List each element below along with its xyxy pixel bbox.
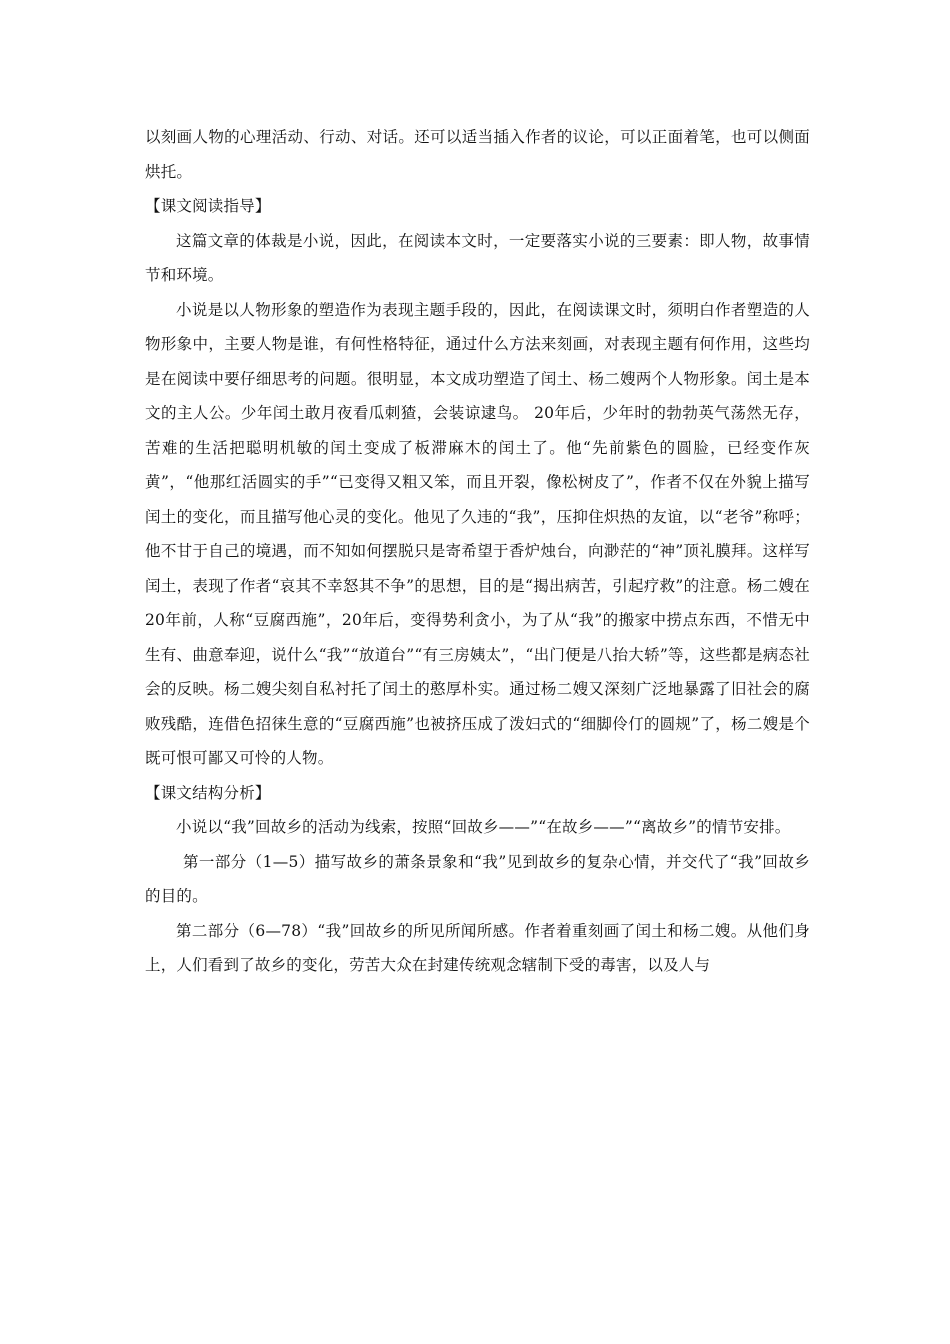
paragraph-part-one: 第一部分（1—5）描写故乡的萧条景象和“我”见到故乡的复杂心情，并交代了“我”回故乡的目的。 <box>145 852 810 905</box>
paragraph-character-analysis: 小说是以人物形象的塑造作为表现主题手段的，因此，在阅读课文时，须明白作者塑造的人物形象中，主要人物是谁，有何性格特征，通过什么方法来刻画，对表现主题有何作用，这些均是在阅读中要仔细思考的问题。很明显，本文成功塑造了闰土、杨二嫂两个人物形象。闰土是本文的主人公。少年闰土敢月夜看瓜刺猹，会装谅逮鸟。 20年后，少年时的勃勃英气荡然无存，苦难的生活把聪明机敏的闰土变成了板滞麻木的闰土了。他“先前紫色的圆脸，已经变作灰黄”，“他那红活圆实的手”“已变得又粗又笨，而且开裂，像松树皮了”，作者不仅在外貌上描写闰土的变化，而且描写他心灵的变化。他见了久违的“我”，压抑住炽热的友谊，以“老爷”称呼；他不甘于自己的境遇，而不知如何摆脱只是寄希望于香炉烛台，向渺茫的“神”顶礼膜拜。这样写闰土，表现了作者“哀其不幸怒其不争”的思想，目的是“揭出病苦，引起疗救”的注意。杨二嫂在 20年前，人称“豆腐西施”，20年后，变得势利贪小，为了从“我”的搬家中捞点东西，不惜无中生有、曲意奉迎，说什么“我”“放道台”“有三房姨太”，“出门便是八抬大轿”等，这些都是病态社会的反映。杨二嫂尖刻自私衬托了闰土的憨厚朴实。通过杨二嫂又深刻广泛地暴露了旧社会的腐败残酷，连借色招徕生意的“豆腐西施”也被挤压成了泼妇式的“细脚伶仃的圆规”了，杨二嫂是个既可恨可鄙又可怜的人物。 <box>145 300 810 767</box>
paragraph-character-depiction: 以刻画人物的心理活动、行动、对话。还可以适当插入作者的议论，可以正面着笔，也可以侧面烘托。 <box>145 128 810 181</box>
paragraph-genre: 这篇文章的体裁是小说，因此，在阅读本文时，一定要落实小说的三要素：即人物，故事情节和环境。 <box>145 231 810 284</box>
paragraph-plot-structure: 小说以“我”回故乡的活动为线索，按照“回故乡——”“在故乡——”“离故乡”的情节安排。 <box>176 818 791 836</box>
paragraph-part-two: 第二部分（6—78）“我”回故乡的所见所闻所感。作者着重刻画了闰土和杨二嫂。从他们身上，人们看到了故乡的变化，劳苦大众在封建传统观念辖制下受的毒害，以及人与 <box>145 921 810 974</box>
heading-reading-guide: 【课文阅读指导】 <box>145 197 271 215</box>
document-page <box>145 120 810 983</box>
heading-structure-analysis: 【课文结构分析】 <box>145 783 271 802</box>
